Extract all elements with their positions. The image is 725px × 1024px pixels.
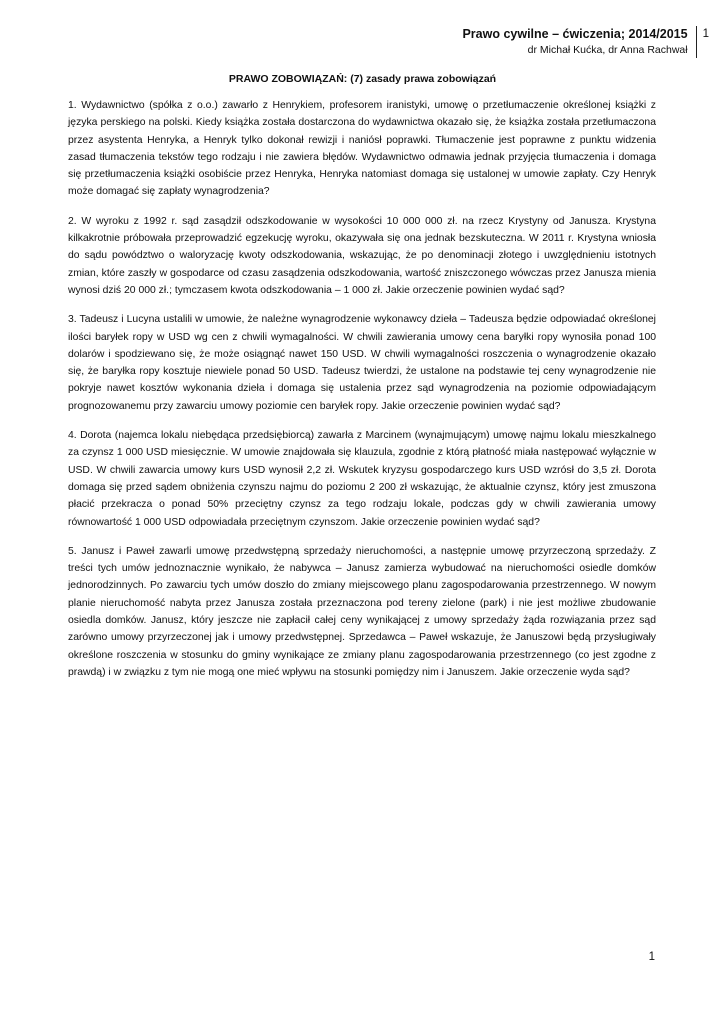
header-text-block [462, 26, 696, 58]
task-3: 3. Tadeusz i Lucyna ustalili w umowie, że należne wynagrodzenie wykonawcy dzieła – Tadeusza będzie odpowiadać określonej ilości baryłek ropy w USD wg cen z chwili wymagalności. W chwili zawierania umowy cena baryłki ropy wynosiła ponad 100 dolarów i spodziewano się, że może osiągnąć nawet 150 USD. W chwili wymagalności roszczenia o wynagrodzenie okazało się, że baryłka ropy kosztuje niewiele ponad 50 USD. Tadeusz twierdzi, że ustalone na podstawie tej ceny wynagrodzenie nie pokryje nawet kosztów wykonania dzieła i domaga się ustalenia przez sąd wynagrodzenia na poziomie odpowiadającym prognozowanemu przy zawarciu umowy poziomie cen baryłek ropy. Jakie orzeczenie powinien wydać sąd? [68, 314, 656, 412]
task-1: 1. Wydawnictwo (spółka z o.o.) zawarło z Henrykiem, profesorem iranistyki, umowę o przetłumaczenie określonej książki z języka perskiego na polski. Kiedy książka została dostarczona do wydawnictwa okazało się, że książka została przetłumaczona przez asystenta Henryka, a Henryk tylko dokonał rewizji i naniósł poprawki. Tłumaczenie jest poprawne z punktu widzenia zasad tłumaczenia tekstów tego rodzaju i nie zawiera błędów. Wydawnictwo odmawia jednak przyjęcia tłumaczenia i domaga się przetłumaczenia książki osobiście przez Henryka, Henryka natomiast domaga się ustalonej w umowie zapłaty. Czy Henryk może domagać się zapłaty wynagrodzenia? [68, 100, 656, 198]
task-5: 5. Janusz i Paweł zawarli umowę przedwstępną sprzedaży nieruchomości, a następnie umowę przyrzeczoną sprzedaży. Z treści tych umów jednoznacznie wynikało, że nabywca – Janusz zamierza wybudować na nieruchomości osiedle domków jednorodzinnych. Po zawarciu tych umów doszło do zmiany miejscowego planu zagospodarowania przestrzennego. W nowym planie nieruchomość nabyta przez Janusza została przeznaczona pod tereny zielone (park) i nie jest możliwe zbudowanie osiedla domków. Janusz, który jeszcze nie zapłacił całej ceny wynikającej z umowy sprzedaży żąda rozwiązania przez sąd zarówno umowy przyrzeczonej jak i umowy przedwstępnej. Sprzedawca – Paweł wskazuje, że Januszowi będą przysługiwały określone roszczenia w stosunku do gminy wynikające ze zmiany planu zagospodarowania przestrzennego (co jest zgodne z prawdą) i w związku z tym nie mogą one mieć wpływu na stosunki pomiędzy nim i Januszem. Jakie orzeczenie wyda sąd? [68, 545, 656, 678]
task-4: 4. Dorota (najemca lokalu niebędąca przedsiębiorcą) zawarła z Marcinem (wynajmującym) umowę najmu lokalu mieszkalnego za czynsz 1 000 USD miesięcznie. W umowie znajdowała się klauzula, zgodnie z którą płatność miała następować wyłącznie w USD. W chwili zawarcia umowy kurs USD wynosił 2,2 zł. Wskutek kryzysu gospodarczego kurs USD wzrósł do 3,5 zł. Dorota domaga się przed sądem obniżenia czynszu najmu do poziomu 2 200 zł wskazując, że aktualnie czynsz, który jest zmuszona płacić przekracza o ponad 50% przeciętny czynsz za tego rodzaju lokale, podczas gdy w chwili zawierania umowy równowartość 1 000 USD odpowiadała przeciętnym czynszom. Jakie orzeczenie powinien wydać sąd? [68, 430, 656, 528]
task-2: 2. W wyroku z 1992 r. sąd zasądził odszkodowanie w wysokości 10 000 000 zł. na rzecz Krystyny od Janusza. Krystyna kilkakrotnie próbowała przeprowadzić egzekucję wyroku, okazywała się ona jednak bezskuteczna. W 2011 r. Krystyna wniosła do sądu powództwo o waloryzację kwoty odszkodowania, wskazując, że po denominacji złotego i uwzględnieniu istotnych zmian, które zaszły w gospodarce od czasu zasądzenia odszkodowania, wartość zniszczonego wówczas przez Janusza mienia wynosi dziś 20 000 zł.; tymczasem kwota odszkodowania – 1 000 zł. Jakie orzeczenie powinien wydać sąd? [68, 215, 656, 296]
course-authors: dr Michał Kućka, dr Anna Rachwał [527, 44, 688, 56]
tasks-list [68, 97, 656, 693]
footer-page-number: 1 [648, 951, 655, 963]
page-header [462, 26, 709, 58]
document-title: PRAWO ZOBOWIĄZAŃ: (7) zasady prawa zobowiązań [228, 73, 497, 85]
header-page-number: 1 [702, 28, 709, 40]
course-title: Prawo cywilne – ćwiczenia; 2014/2015 [462, 27, 688, 41]
